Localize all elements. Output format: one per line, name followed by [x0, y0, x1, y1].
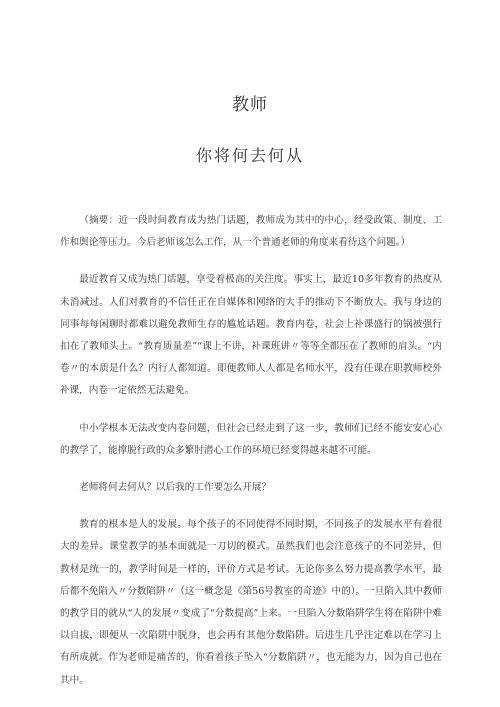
body-paragraph-2: 中小学根本无法改变内卷问题，但社会已经走到了这一步，教师们已经不能安安心心的教学了，能撑脱行政的众多繁肘潜心工作的环境已经变得越来越不可能。: [60, 422, 442, 456]
body-paragraph-1: 最近教育又成为热门话题，享受着极高的关注度。事实上，最近10多年教育的热度从未消减过。人们对教育的不信任正在自媒体和网络的大手的推动下不断放大。我与身边的同事每每闲聊时都难以避免教师生存的尴尬话题。教育内卷，社会上补课盛行的锅被强行扣在了教师头上。“教育质量差”“课上不讲，补课班讲〃等等全都压在了教师的肩头。“内卷〃的本质是什么？内行人都知道。即便教师人人都是名师水平，没有任课在职教师校外补课，内卷一定依然无法避免。: [60, 274, 442, 397]
body-paragraph-3: 老师将何去何从？以后我的工作要怎么开展？: [79, 482, 272, 494]
document-body: [60, 210, 442, 707]
document-title: 教师: [232, 95, 268, 115]
document-subtitle: 你将何去何从: [195, 146, 304, 165]
abstract-paragraph: （摘要：近一段时间教育成为热门话题，教师成为其中的中心，经受政策、制度、工作和舆论等压力。今后老师该怎么工作，从一个普通老师的角度来看待这个问题。）: [60, 215, 442, 249]
body-paragraph-4: 教育的根本是人的发展。每个孩子的不同使得不同时期，不同孩子的发展水平有着很大的差异。课堂教学的基本面就是一刀切的模式。虽然我们也会注意孩子的不同差异，但教材是统一的，教学时间是一样的，评价方式是考试。无论你多么努力提高教学水平，最后都不免陷入〃分数陷阱〃（这一概念是《第56号教室的奇迹》中的）。一旦陷入其中教师的教学目的就从“人的发展〃变成了“分数提高”上来。一旦陷入分数陷阱学生将在陷阱中难以自拔，即便从一次陷阱中脱身，也会再有其他分数陷阱。后进生几乎注定难以在学习上有所成就。作为老师是痛苦的，你看着孩子坠入“分数陷阱〃，也无能为力，因为自己也在其中。: [60, 519, 442, 686]
